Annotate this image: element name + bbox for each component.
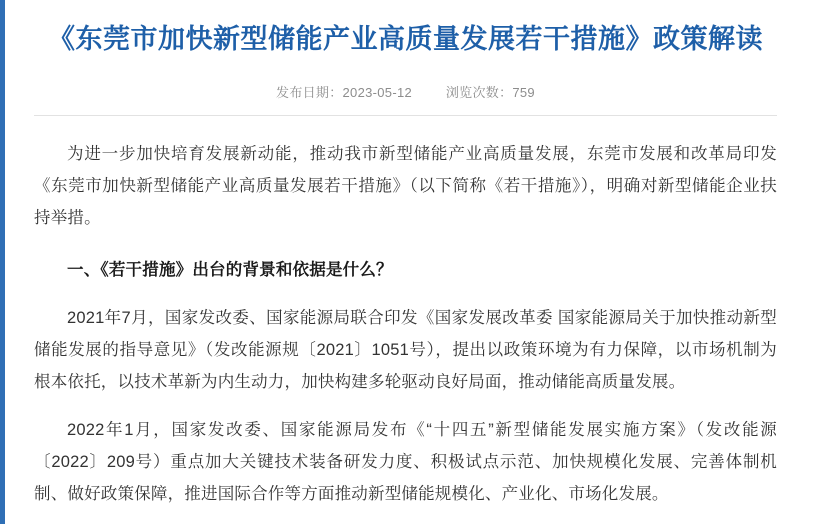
left-accent-rule [0, 0, 5, 524]
paragraph-2022: 2022年1月，国家发改委、国家能源局发布《“十四五”新型储能发展实施方案》（发改能源〔2022〕209号）重点加大关键技术装备研发力度、积极试点示范、加快规模化发展、完善体制机制、做好政策保障，推进国际合作等方面推动新型储能规模化、产业化、市场化发展。 [34, 421, 777, 503]
section-heading-1: 一、《若干措施》出台的背景和依据是什么？ [67, 261, 393, 279]
paragraph-intro: 为进一步加快培育发展新动能，推动我市新型储能产业高质量发展，东莞市发展和改革局印发《东莞市加快新型储能产业高质量发展若干措施》（以下简称《若干措施》），明确对新型储能企业扶持举措。 [34, 145, 777, 227]
publish-date: 发布日期：2023-05-12 [276, 85, 413, 100]
document-meta [34, 82, 777, 101]
paragraph-2021: 2021年7月，国家发改委、国家能源局联合印发《国家发展改革委 国家能源局关于加快推动新型储能发展的指导意见》（发改能源规〔2021〕1051号），提出以政策环境为有力保障，以市场机制为根本依托，以技术革新为内生动力，加快构建多轮驱动良好局面，推动储能高质量发展。 [34, 309, 777, 391]
page-title: 《东莞市加快新型储能产业高质量发展若干措施》政策解读 [48, 24, 763, 54]
view-count: 浏览次数：759 [445, 85, 535, 100]
